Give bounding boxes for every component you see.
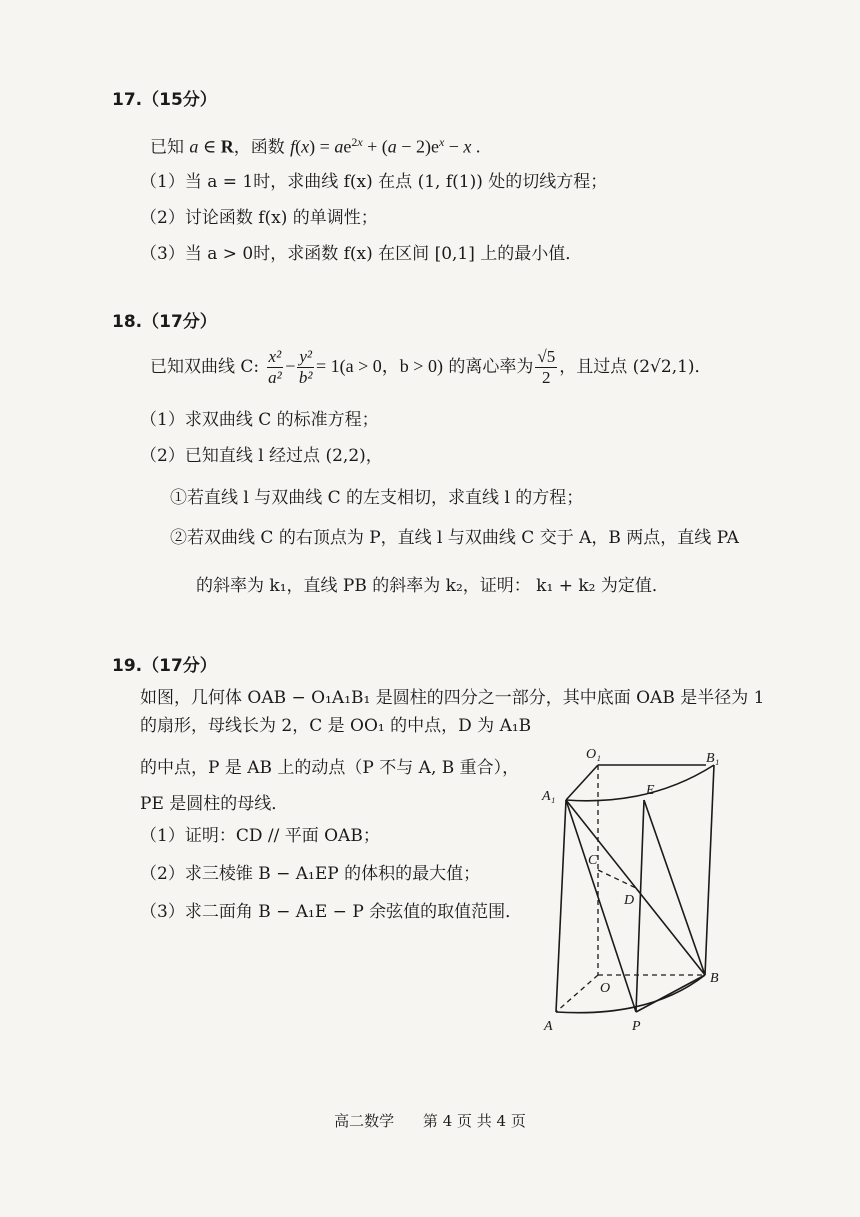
q18-ecc-text: 的离心率为: [448, 357, 534, 377]
q19-part3: （3）求二面角 B − A₁E − P 余弦值的取值范围．: [140, 902, 523, 922]
label-a1: A₁: [542, 789, 556, 804]
footer-page-number: 第 4 页 共 4 页: [422, 1112, 526, 1130]
edge-e-b: [644, 800, 705, 975]
edge-b1-b: [705, 765, 714, 975]
segment-c-d: [598, 870, 636, 888]
label-o: O: [600, 981, 611, 996]
q19-line1: 如图，几何体 OAB − O₁A₁B₁ 是圆柱的四分之一部分，其中底面 OAB 是半径为 1: [140, 688, 765, 708]
q18-heading: 18.（17分）: [112, 312, 217, 332]
footer-subject: 高二数学: [334, 1112, 395, 1130]
q18-sub1: ①若直线 l 与双曲线 C 的左支相切，求直线 l 的方程；: [170, 488, 584, 508]
label-a: A: [544, 1019, 553, 1034]
q18-ecc-frac: $\frac{√5}{2}$: [537, 347, 556, 387]
edge-a1-a: [556, 800, 566, 1012]
q17-function-formula: f: [290, 136, 296, 157]
q18-part1: （1）求双曲线 C 的标准方程；: [140, 410, 379, 430]
q18-intro-pre: 已知双曲线 C:: [150, 357, 260, 377]
q18-condition: = 1(a > 0，b > 0): [316, 356, 443, 376]
q19-part1: （1）证明：CD // 平面 OAB；: [140, 826, 380, 846]
edge-b-p: [636, 975, 705, 1012]
page-footer: [0, 1110, 860, 1131]
q18-point-text: ，且过点 (2√2,1)．: [559, 357, 712, 377]
q17-heading: 17.（15分）: [112, 90, 217, 110]
label-d: D: [624, 893, 635, 908]
q19-part2: （2）求三棱锥 B − A₁EP 的体积的最大值；: [140, 864, 481, 884]
q17-intro-mid: ，函数: [233, 137, 285, 158]
edge-o1-a1: [566, 765, 598, 800]
q18-part2: （2）已知直线 l 经过点 (2,2)，: [140, 446, 383, 466]
q17-intro-pre: 已知: [150, 137, 184, 158]
q18-frac-y: $\frac{\text{y²}}{\text{b²}}$: [298, 347, 313, 387]
q18-sub2a: ②若双曲线 C 的右顶点为 P，直线 l 与双曲线 C 交于 A，B 两点，直线 PA: [170, 528, 739, 548]
q18-frac-x: $\frac{\text{x²}}{\text{a²}}$: [268, 347, 282, 387]
q19-line4: PE 是圆柱的母线．: [140, 794, 289, 814]
q19-heading: 19.（17分）: [112, 656, 217, 676]
label-c: C: [588, 853, 598, 868]
q17-intro: 已知 a ∈ R，函数 $f(x) = ae^{2x} + (a - 2)e^x - x$ .: [150, 135, 481, 158]
q17-part2: （2）讨论函数 f(x) 的单调性；: [140, 208, 378, 228]
q17-part3: （3）当 a > 0时，求函数 f(x) 在区间 [0,1] 上的最小值．: [140, 244, 583, 264]
q18-sub2b: 的斜率为 k₁，直线 PB 的斜率为 k₂，证明： k₁ + k₂ 为定值．: [196, 576, 669, 596]
label-o1: O₁: [586, 747, 601, 762]
label-b: B: [710, 971, 719, 986]
edge-e-p: [636, 800, 644, 1012]
q18-intro: 已知双曲线 C: $\frac{\text{x²}}{\text{a²}}$ − $\frac{\text{y²}}{\text{b²}}$ = 1(a > 0，b > 0) 的离心率为 $\frac{√5}{2}$ ，且过点 (2√2,1)．: [150, 347, 712, 387]
q19-line2: 的扇形，母线长为 2，C 是 OO₁ 的中点，D 为 A₁B: [140, 716, 532, 736]
label-p: P: [632, 1019, 641, 1034]
edge-o-a: [556, 975, 598, 1012]
q19-line3: 的中点，P 是 AB 上的动点（P 不与 A, B 重合），: [140, 758, 520, 778]
label-e: E: [646, 783, 655, 798]
arc-a1-b1: [566, 765, 714, 801]
q17-part1: （1）当 a = 1时，求曲线 f(x) 在点 (1, f(1)) 处的切线方程；: [140, 172, 608, 192]
edge-a1-b: [566, 800, 705, 975]
label-b1: B₁: [706, 751, 720, 766]
